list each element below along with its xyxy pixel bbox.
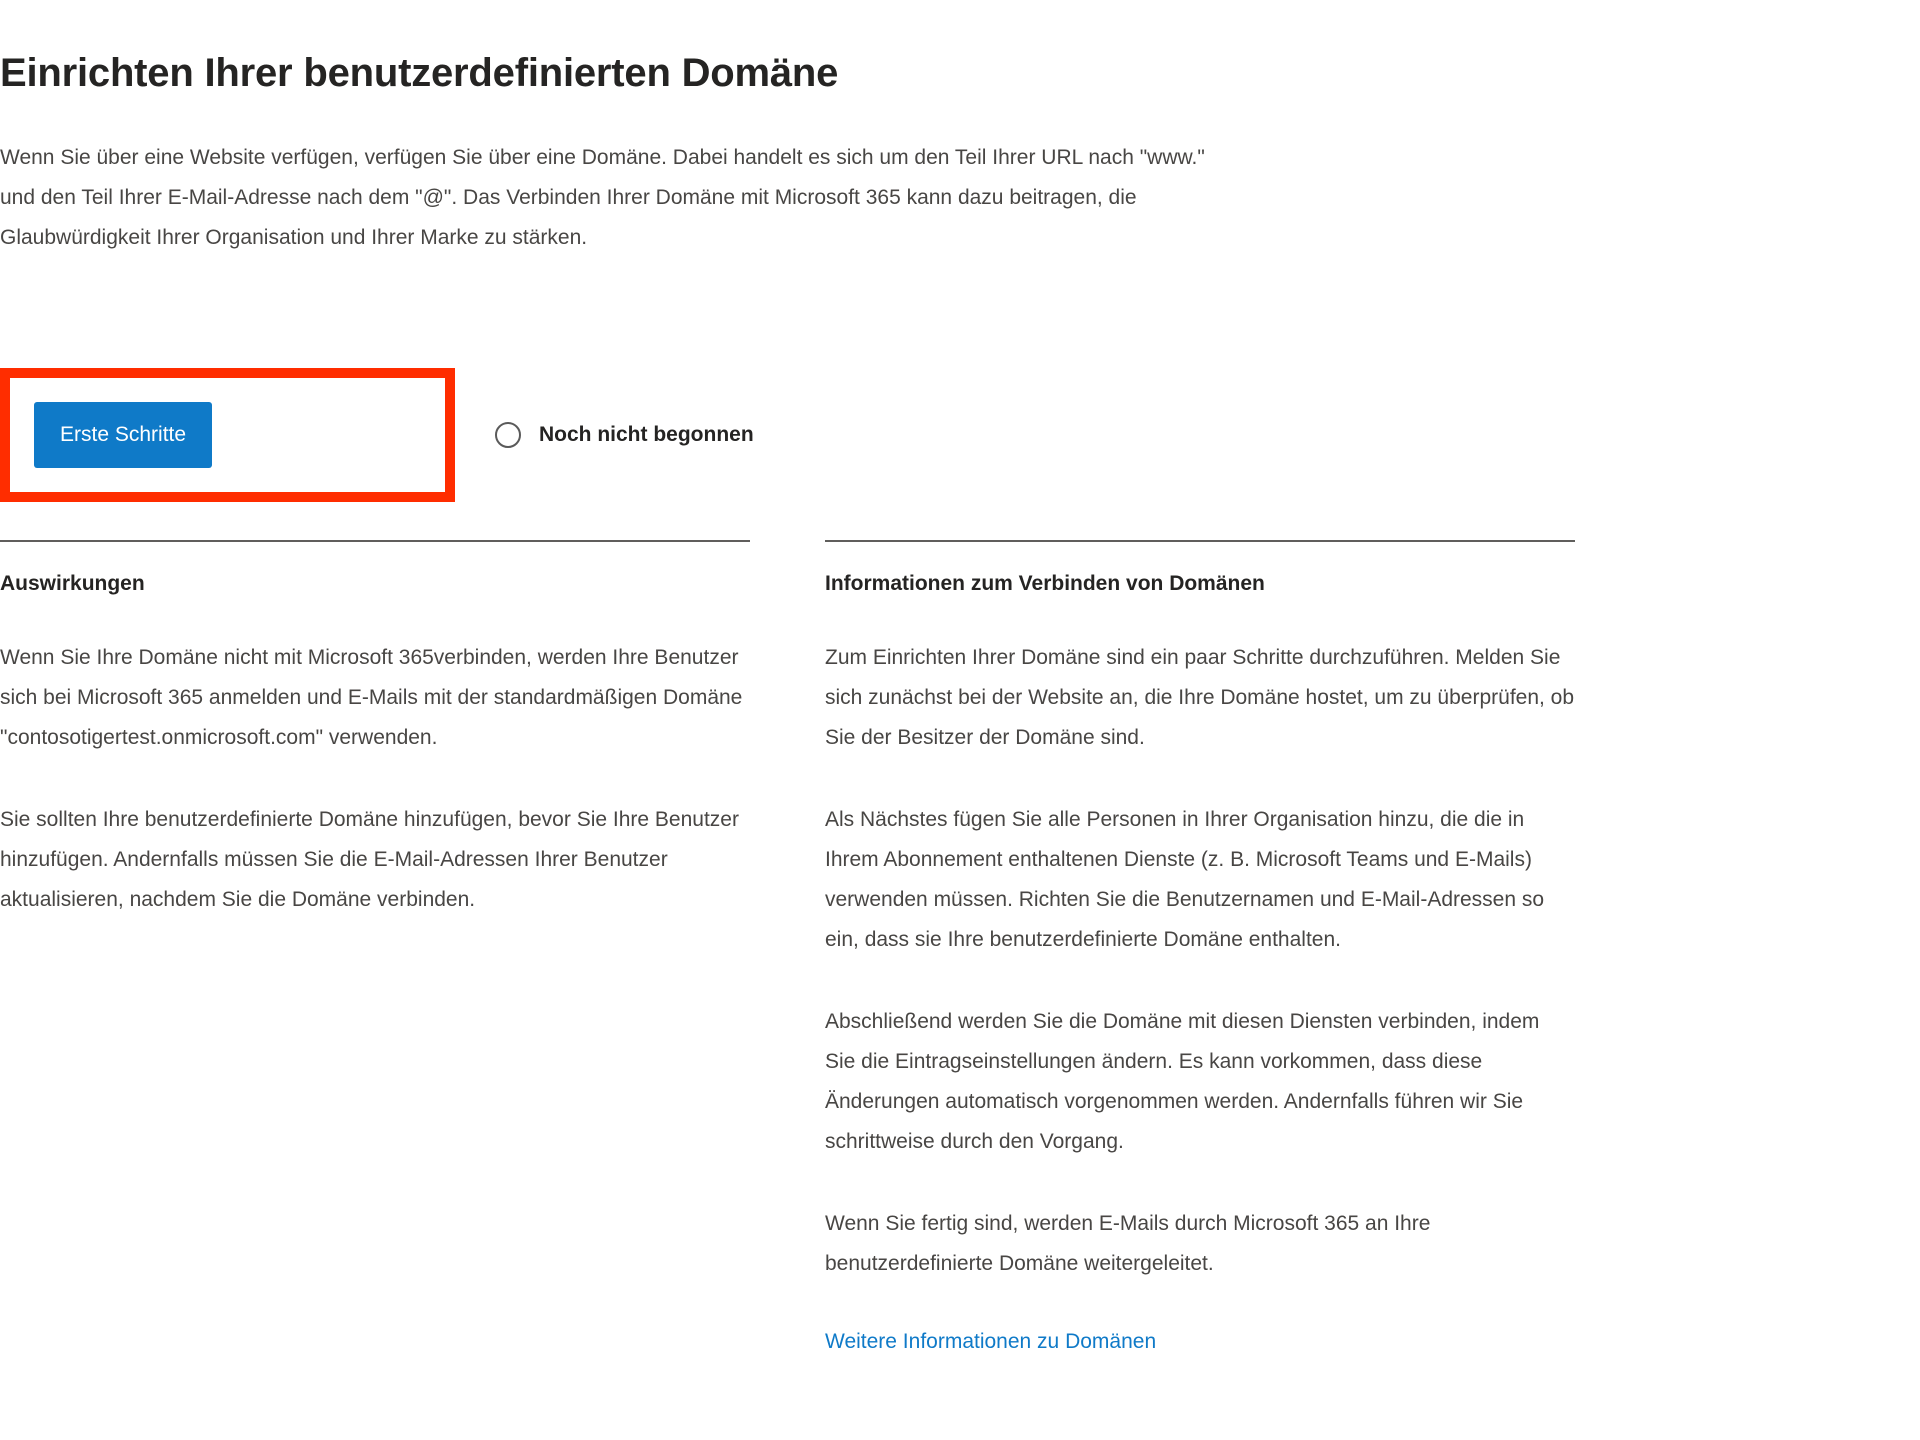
get-started-button[interactable]: Erste Schritte — [34, 402, 212, 468]
impact-column-heading: Auswirkungen — [0, 572, 145, 595]
highlight-annotation-box — [0, 368, 455, 502]
not-started-radio-option[interactable] — [495, 422, 754, 448]
impact-paragraph-1: Wenn Sie Ihre Domäne nicht mit Microsoft 365verbinden, werden Ihre Benutzer sich bei Microsoft 365 anmelden und E-Mails mit der standardmäßigen Domäne "contosotigertest.onmicrosoft.com" verwenden. — [0, 646, 743, 749]
domain-info-column — [825, 540, 1575, 1358]
domain-info-paragraph-3: Abschließend werden Sie die Domäne mit diesen Diensten verbinden, indem Sie die Eintragseinstellungen ändern. Es kann vorkommen, dass diese Änderungen automatisch vorgenommen werden. Andernfalls führen wir Sie schrittweise durch den Vorgang. — [825, 1010, 1540, 1153]
domain-info-paragraph-1: Zum Einrichten Ihrer Domäne sind ein paar Schritte durchzuführen. Melden Sie sich zunächst bei der Website an, die Ihre Domäne hostet, um zu überprüfen, ob Sie der Besitzer der Domäne sind. — [825, 646, 1575, 749]
impact-column — [0, 540, 750, 1358]
action-row — [0, 368, 754, 502]
page-title: Einrichten Ihrer benutzerdefinierten Domäne — [0, 50, 839, 95]
domain-info-paragraph-4: Wenn Sie fertig sind, werden E-Mails durch Microsoft 365 an Ihre benutzerdefinierte Domäne weitergeleitet. — [825, 1212, 1431, 1275]
info-columns — [0, 540, 1920, 1358]
column-divider-right — [825, 540, 1575, 542]
domain-info-paragraph-2: Als Nächstes fügen Sie alle Personen in Ihrer Organisation hinzu, die die in Ihrem Abonnement enthaltenen Dienste (z. B. Microsoft Teams und E-Mails) verwenden müssen. Richten Sie die Benutzernamen und E-Mail-Adressen so ein, dass sie Ihre benutzerdefinierte Domäne enthalten. — [825, 808, 1545, 951]
impact-paragraph-2: Sie sollten Ihre benutzerdefinierte Domäne hinzufügen, bevor Sie Ihre Benutzer hinzufügen. Andernfalls müssen Sie die E-Mail-Adressen Ihrer Benutzer aktualisieren, nachdem Sie die Domäne verbinden. — [0, 808, 739, 911]
radio-option-label: Noch nicht begonnen — [539, 423, 754, 446]
column-divider-left — [0, 540, 750, 542]
page-intro-text: Wenn Sie über eine Website verfügen, verfügen Sie über eine Domäne. Dabei handelt es sich um den Teil Ihrer URL nach "www." und den Teil Ihrer E-Mail-Adresse nach dem "@". Das Verbinden Ihrer Domäne mit Microsoft 365 kann dazu beitragen, die Glaubwürdigkeit Ihrer Organisation und Ihrer Marke zu stärken. — [0, 146, 1205, 249]
domain-info-column-heading: Informationen zum Verbinden von Domänen — [825, 572, 1265, 595]
radio-button-icon[interactable] — [495, 422, 521, 448]
learn-more-domains-link[interactable]: Weitere Informationen zu Domänen — [825, 1330, 1157, 1353]
